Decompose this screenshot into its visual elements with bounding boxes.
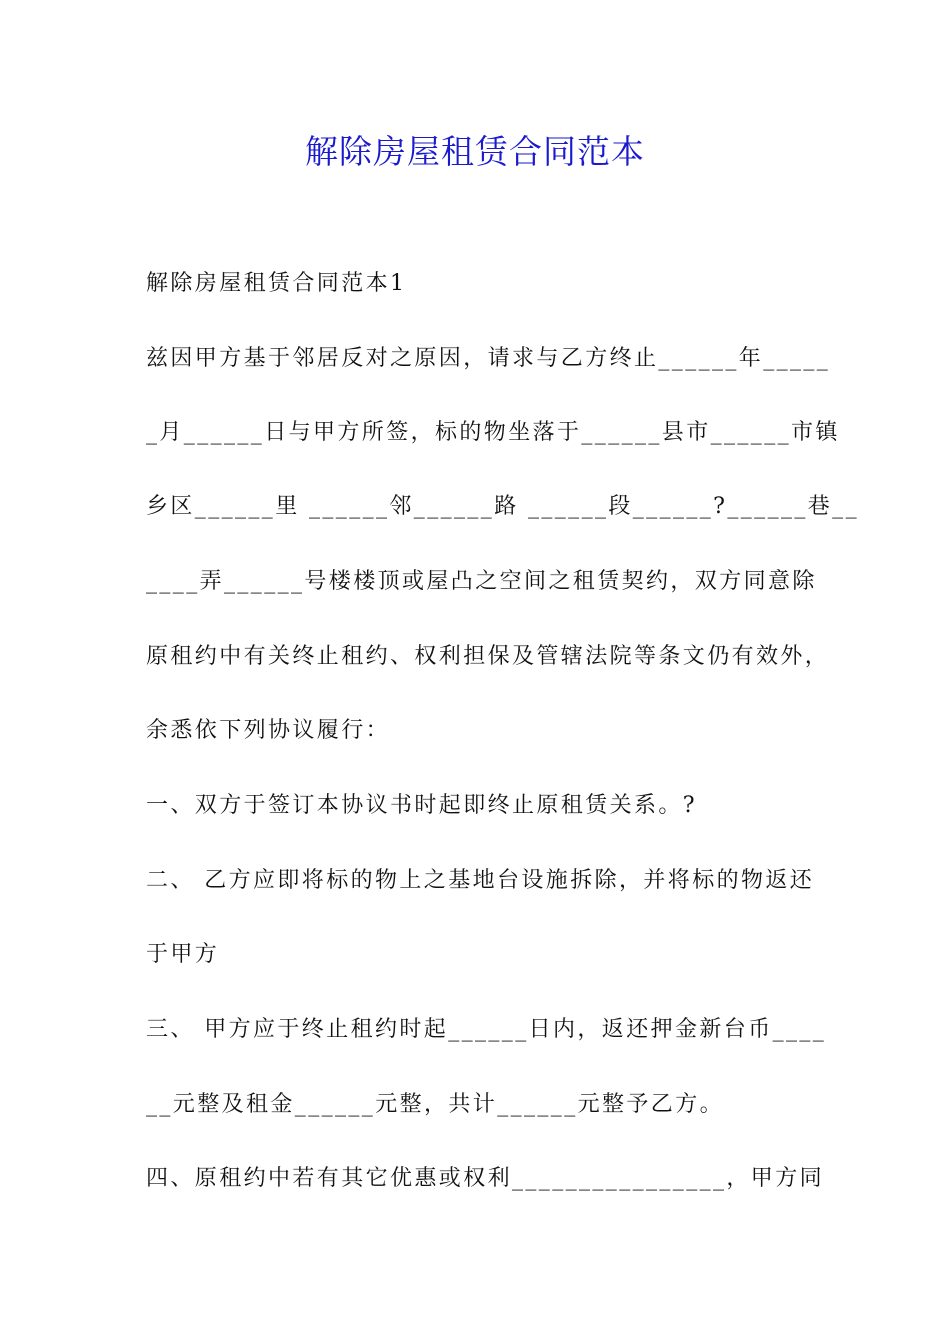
clause-two-continued: 于甲方 [146,942,220,967]
clause-three: 三、 甲方应于终止租约时起______日内，返还押金新台币____ [146,1017,827,1042]
paragraph-line: 原租约中有关终止租约、权利担保及管辖法院等条文仍有效外， [146,644,830,669]
paragraph-line: 乡区______里 ______邻______路 ______段______?______巷__ [146,494,859,519]
section-heading: 解除房屋租赁合同范本1 [146,271,407,296]
paragraph-line: _月______日与甲方所签，标的物坐落于______县市______市镇 [146,420,840,445]
paragraph-line: 兹因甲方基于邻居反对之原因，请求与乙方终止______年_____ [146,346,831,371]
clause-one: 一、双方于签订本协议书时起即终止原租赁关系。? [146,793,697,818]
paragraph-line: 余悉依下列协议履行： [146,718,391,743]
document-title: 解除房屋租赁合同范本 [305,132,645,171]
clause-two: 二、 乙方应即将标的物上之基地台设施拆除，并将标的物返还 [146,868,815,893]
clause-three-continued: __元整及租金______元整，共计______元整予乙方。 [146,1092,725,1117]
clause-four: 四、原租约中若有其它优惠或权利________________，甲方同 [146,1166,825,1191]
paragraph-line: ____弄______号楼楼顶或屋凸之空间之租赁契约，双方同意除 [146,569,817,594]
